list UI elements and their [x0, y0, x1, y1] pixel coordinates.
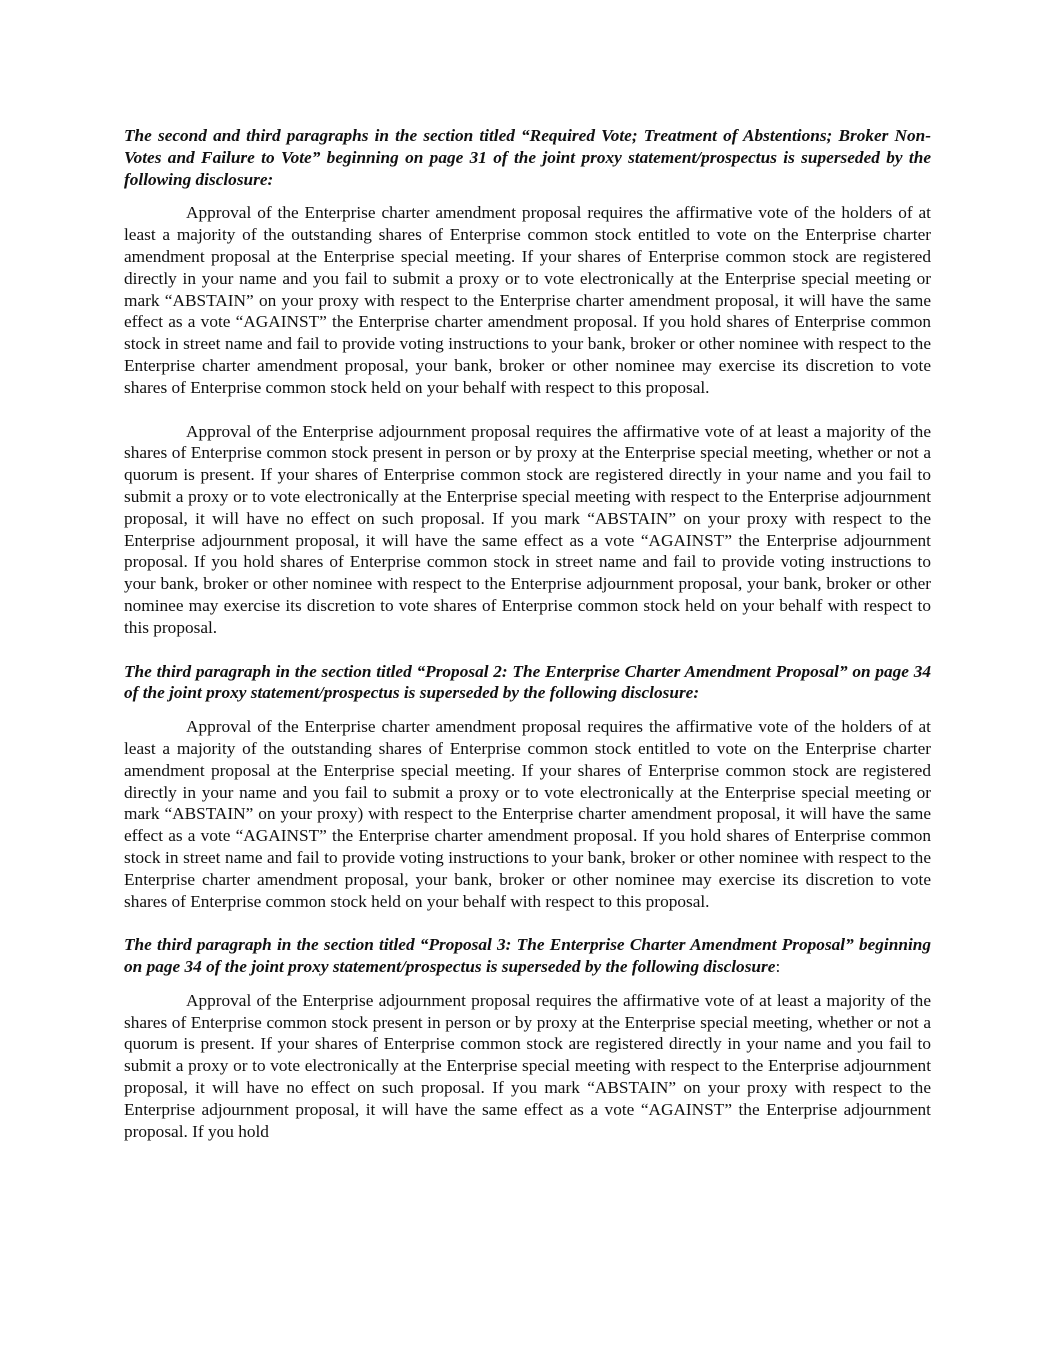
- document-page: [124, 125, 931, 1142]
- paragraph-charter-amendment-vote: Approval of the Enterprise charter amendment proposal requires the affirmative vote of the holders of at least a majority of the outstanding shares of Enterprise common stock entitled to vote on the Enterprise charter amendment proposal at the Enterprise special meeting. If your shares of Enterprise common stock are registered directly in your name and you fail to submit a proxy or to vote electronically at the Enterprise special meeting or mark “ABSTAIN” on your proxy with respect to the Enterprise charter amendment proposal, it will have the same effect as a vote “AGAINST” the Enterprise charter amendment proposal. If you hold shares of Enterprise common stock in street name and fail to provide voting instructions to your bank, broker or other nominee with respect to the Enterprise charter amendment proposal, your bank, broker or other nominee may exercise its discretion to vote shares of Enterprise common stock held on your behalf with respect to this proposal.: [124, 203, 931, 397]
- paragraph-adjournment-vote: Approval of the Enterprise adjournment proposal requires the affirmative vote of at least a majority of the shares of Enterprise common stock present in person or by proxy at the Enterprise special meeting, whether or not a quorum is present. If your shares of Enterprise common stock are registered directly in your name and you fail to submit a proxy or to vote electronically at the Enterprise special meeting with respect to the Enterprise adjournment proposal, it will have no effect on such proposal. If you mark “ABSTAIN” on your proxy with respect to the Enterprise adjournment proposal, it will have the same effect as a vote “AGAINST” the Enterprise adjournment proposal. If you hold shares of Enterprise common stock in street name and fail to provide voting instructions to your bank, broker or other nominee with respect to the Enterprise adjournment proposal, your bank, broker or other nominee may exercise its discretion to vote shares of Enterprise common stock held on your behalf with respect to this proposal.: [124, 421, 931, 637]
- paragraph-proposal-3: Approval of the Enterprise adjournment proposal requires the affirmative vote of at least a majority of the shares of Enterprise common stock present in person or by proxy at the Enterprise special meeting, whether or not a quorum is present. If your shares of Enterprise common stock are registered directly in your name and you fail to submit a proxy or to vote electronically at the Enterprise special meeting with respect to the Enterprise adjournment proposal, it will have no effect on such proposal. If you mark “ABSTAIN” on your proxy with respect to the Enterprise adjournment proposal, it will have the same effect as a vote “AGAINST” the Enterprise adjournment proposal. If you hold: [124, 990, 931, 1141]
- section-heading-proposal-3: [124, 934, 931, 978]
- section-heading-proposal-3-colon: :: [775, 957, 781, 977]
- section-heading-required-vote: The second and third paragraphs in the section titled “Required Vote; Treatment of Abstentions; Broker Non-Votes and Failure to Vote” beginning on page 31 of the joint proxy statement/prospectus is superseded by the following disclosure:: [124, 126, 931, 189]
- paragraph-proposal-2: Approval of the Enterprise charter amendment proposal requires the affirmative vote of the holders of at least a majority of the outstanding shares of Enterprise common stock entitled to vote on the Enterprise charter amendment proposal at the Enterprise special meeting. If your shares of Enterprise common stock are registered directly in your name and you fail to submit a proxy or to vote electronically at the Enterprise special meeting or mark “ABSTAIN” on your proxy) with respect to the Enterprise charter amendment proposal, it will have the same effect as a vote “AGAINST” the Enterprise charter amendment proposal. If you hold shares of Enterprise common stock in street name and fail to provide voting instructions to your bank, broker or other nominee with respect to the Enterprise charter amendment proposal, your bank, broker or other nominee may exercise its discretion to vote shares of Enterprise common stock held on your behalf with respect to this proposal.: [124, 717, 931, 911]
- section-heading-proposal-2: The third paragraph in the section titled “Proposal 2: The Enterprise Charter Amendment Proposal” on page 34 of the joint proxy statement/prospectus is superseded by the following disclosure:: [124, 661, 931, 703]
- section-heading-proposal-3-text: The third paragraph in the section titled “Proposal 3: The Enterprise Charter Amendment Proposal” beginning on page 34 of the joint proxy statement/prospectus is superseded by the following disclosure: [124, 935, 931, 977]
